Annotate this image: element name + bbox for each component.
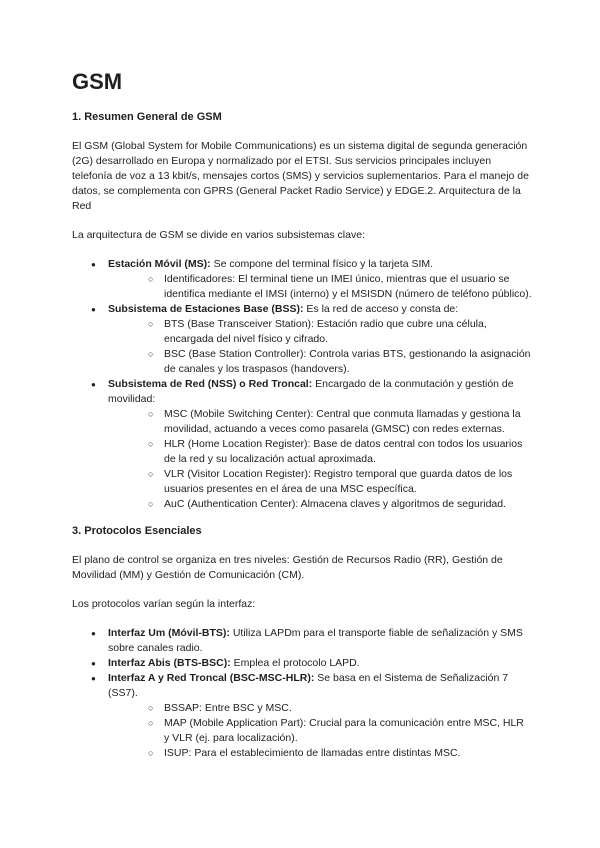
list-item-term: Interfaz A y Red Troncal (BSC-MSC-HLR): xyxy=(108,672,315,684)
list-item-desc: Utiliza LAPDm para el transporte fiable de señalización y SMS sobre canales radio. xyxy=(108,627,523,654)
list-item-desc: Se compone del terminal físico y la tarjeta SIM. xyxy=(210,258,434,270)
list-item-term: Interfaz Abis (BTS-BSC): xyxy=(108,657,231,669)
sublist-item: ○ BSSAP: Entre BSC y MSC. xyxy=(148,701,532,716)
sublist-nss xyxy=(108,407,532,512)
list-item-nss xyxy=(92,377,532,512)
section-heading-3: 3. Protocolos Esenciales xyxy=(72,525,202,537)
list-item-term: Interfaz Um (Móvil-BTS): xyxy=(108,627,230,639)
list-item-term: Subsistema de Red (NSS) o Red Troncal: xyxy=(108,378,313,390)
protocols-list xyxy=(72,626,532,761)
list-item-term: Estación Móvil (MS): xyxy=(108,258,211,270)
list-item-ms xyxy=(92,257,532,302)
list-item-abis xyxy=(92,656,532,671)
sublist-a xyxy=(108,701,532,761)
section-heading-1: 1. Resumen General de GSM xyxy=(72,111,222,123)
sublist-item: ○ Identificadores: El terminal tiene un IMEI único, mientras que el usuario se identifica mediante el IMSI (interno) y el MSISDN (número de teléfono público). xyxy=(148,272,532,302)
sublist-item: ○ VLR (Visitor Location Register): Registro temporal que guarda datos de los usuarios presentes en el área de una MSC específica. xyxy=(148,467,532,497)
protocols-intro: Los protocolos varían según la interfaz: xyxy=(72,598,256,610)
document-content xyxy=(72,68,532,773)
list-item-bss xyxy=(92,302,532,377)
sublist-item: ○ MAP (Mobile Application Part): Crucial para la comunicación entre MSC, HLR y VLR (ej. para localización). xyxy=(148,716,532,746)
sublist-item: ○ ISUP: Para el establecimiento de llamadas entre distintas MSC. xyxy=(148,746,532,761)
list-item-a xyxy=(92,671,532,761)
sublist-ms xyxy=(108,272,532,302)
list-item-um xyxy=(92,626,532,656)
list-item-desc: Emplea el protocolo LAPD. xyxy=(230,657,360,669)
list-item-desc: Se basa en el Sistema de Señalización 7 (SS7). xyxy=(108,672,509,699)
sublist-item: ○ BSC (Base Station Controller): Controla varias BTS, gestionando la asignación de canales y los traspasos (handovers). xyxy=(148,347,532,377)
section-3-paragraph: El plano de control se organiza en tres niveles: Gestión de Recursos Radio (RR), Gestión de Movilidad (MM) y Gestión de Comunicación (CM). xyxy=(72,554,503,581)
list-item-desc: Es la red de acceso y consta de: xyxy=(303,303,459,315)
architecture-list xyxy=(72,257,532,512)
document-title: GSM xyxy=(72,69,123,94)
sublist-item: ○ MSC (Mobile Switching Center): Central que conmuta llamadas y gestiona la movilidad, actuando a veces como pasarela (GMSC) con redes externas. xyxy=(148,407,532,437)
sublist-item: ○ BTS (Base Transceiver Station): Estación radio que cubre una célula, encargada del nivel físico y cifrado. xyxy=(148,317,532,347)
sublist-item: ○ HLR (Home Location Register): Base de datos central con todos los usuarios de la red y su localización actual aproximada. xyxy=(148,437,532,467)
section-1-paragraph: El GSM (Global System for Mobile Communications) es un sistema digital de segunda generación (2G) desarrollado en Europa y normalizado por el ETSI. Sus servicios principales incluyen telefonía de voz a 13 kbit/s, mensajes cortos (SMS) y servicios suplementarios. Para el manejo de datos, se complementa con GPRS (General Packet Radio Service) y EDGE.2. Arquitectura de la Red xyxy=(72,140,529,212)
sublist-item: ○ AuC (Authentication Center): Almacena claves y algoritmos de seguridad. xyxy=(148,497,532,512)
list-item-term: Subsistema de Estaciones Base (BSS): xyxy=(108,303,304,315)
list-item-desc: Encargado de la conmutación y gestión de movilidad: xyxy=(108,378,514,405)
sublist-bss xyxy=(108,317,532,377)
architecture-intro: La arquitectura de GSM se divide en varios subsistemas clave: xyxy=(72,229,365,241)
